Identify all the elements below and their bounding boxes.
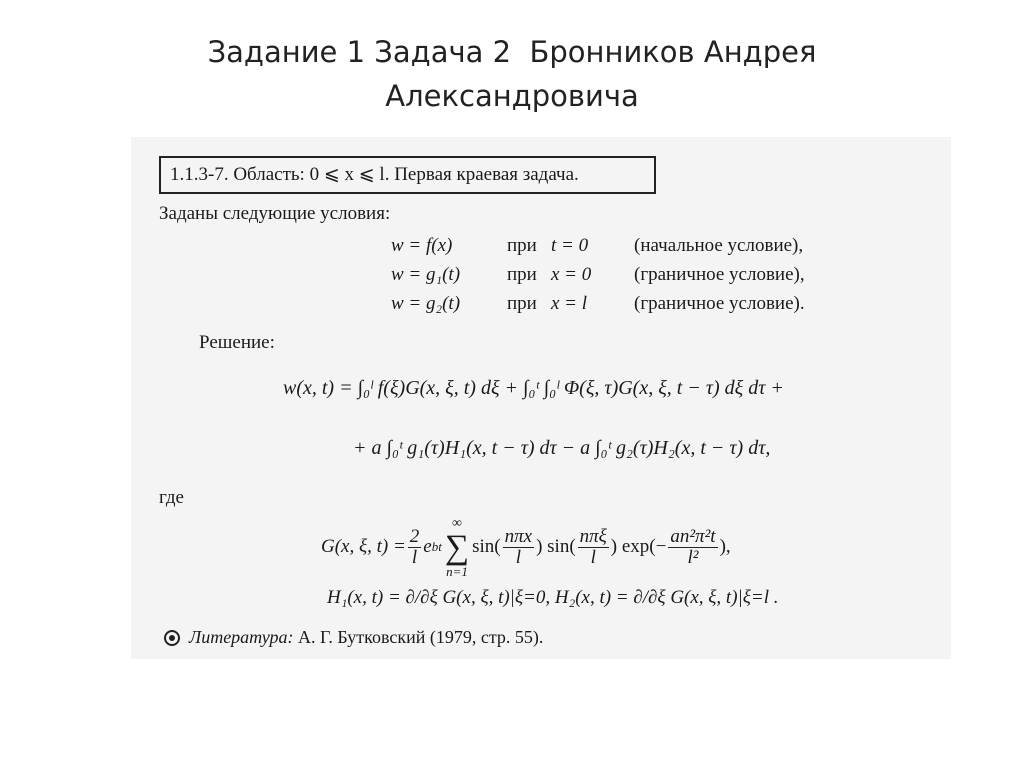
- solution-label: Решение:: [199, 332, 275, 353]
- sin1-frac: [503, 527, 534, 568]
- condition-when-3: x = l: [551, 293, 588, 314]
- where-label: где: [159, 487, 184, 508]
- green-exp: e: [423, 536, 432, 557]
- exp-den: l²: [687, 546, 699, 568]
- condition-when-word-3: при: [507, 293, 537, 314]
- literature-line: [189, 627, 543, 648]
- sum-bottom: n=1: [446, 563, 468, 579]
- green-frac: [408, 527, 422, 568]
- sum-top: ∞: [451, 515, 462, 531]
- green-lhs: G(x, ξ, t) =: [321, 536, 406, 557]
- condition-note-2: (граничное условие),: [634, 264, 805, 285]
- exp-num: an²π²t: [670, 525, 716, 547]
- slide-title-line2: Александровича: [385, 79, 639, 113]
- sin2-frac: [578, 527, 609, 568]
- sum-sign: ∑: [444, 528, 470, 566]
- intro-text: Заданы следующие условия:: [159, 203, 391, 224]
- condition-when-1: t = 0: [551, 235, 589, 256]
- sin2-label: ) sin(: [536, 536, 576, 557]
- sin1-num: nπx: [504, 525, 533, 547]
- sin1-label: sin(: [472, 536, 501, 557]
- condition-eq-3: w = g₂(t): [391, 293, 461, 314]
- exp-frac: [668, 527, 717, 568]
- condition-eq-2: w = g₁(t): [391, 264, 461, 285]
- h-functions-formula: H₁(x, t) = ∂/∂ξ G(x, ξ, t)|ξ=0, H₂(x, t) = ∂/∂ξ G(x, ξ, t)|ξ=l .: [327, 587, 779, 608]
- scanned-page: [131, 137, 951, 659]
- condition-note-1: (начальное условие),: [634, 235, 804, 256]
- exp-label: ) exp(−: [610, 536, 667, 557]
- slide-title-line1: Задание 1 Задача 2 Бронников Андрея: [207, 35, 817, 69]
- sin2-num: nπξ: [579, 525, 607, 547]
- condition-when-word-1: при: [507, 235, 537, 256]
- literature-text: А. Г. Бутковский (1979, стр. 55).: [297, 627, 544, 647]
- literature-label: Литература:: [189, 627, 294, 647]
- green-exp-sup: bt: [431, 539, 442, 554]
- condition-note-3: (граничное условие).: [634, 293, 805, 314]
- solution-formula-line2: + a ∫₀ᵗ g₁(τ)H₁(x, t − τ) dτ − a ∫₀ᵗ g₂(τ)H₂(x, t − τ) dτ,: [353, 437, 771, 459]
- green-frac-den: l: [411, 546, 418, 568]
- exp-close: ),: [719, 536, 731, 557]
- problem-header: 1.1.3-7. Область: 0 ⩽ x ⩽ l. Первая краевая задача.: [159, 156, 656, 194]
- green-function-formula: [321, 507, 731, 587]
- literature-bullet-icon: [164, 630, 180, 646]
- condition-eq-1: w = f(x): [391, 235, 453, 256]
- sin1-den: l: [515, 546, 521, 568]
- condition-when-word-2: при: [507, 264, 537, 285]
- solution-formula-line1: w(x, t) = ∫₀ˡ f(ξ)G(x, ξ, t) dξ + ∫₀ᵗ ∫₀ˡ Φ(ξ, τ)G(x, ξ, t − τ) dξ dτ +: [283, 377, 784, 399]
- green-frac-num: 2: [409, 525, 420, 547]
- condition-when-2: x = 0: [551, 264, 592, 285]
- sin2-den: l: [590, 546, 596, 568]
- sum-symbol: [445, 517, 469, 578]
- slide-title: [0, 30, 1024, 118]
